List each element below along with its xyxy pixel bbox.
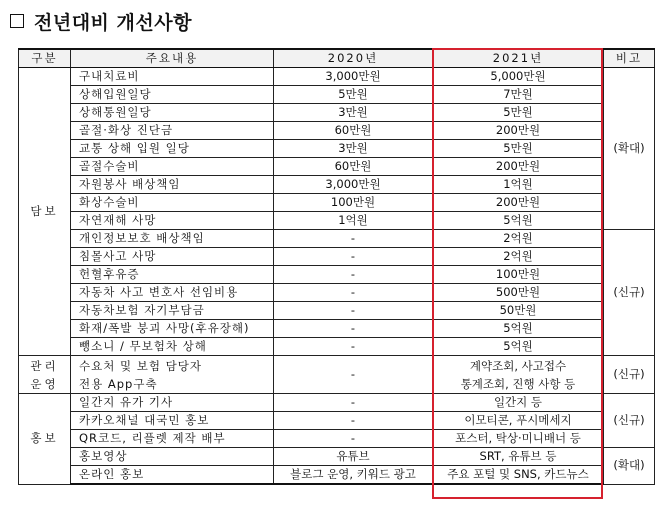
- header-note: 비고: [604, 49, 655, 68]
- group-promotion: 홍보: [19, 394, 71, 485]
- table-row: [19, 140, 655, 158]
- row-2021: 1억원: [433, 176, 604, 194]
- row-item: 골절수술비: [71, 158, 274, 176]
- table-row: [19, 158, 655, 176]
- row-2021: 2억원: [433, 248, 604, 266]
- row-2021: 100만원: [433, 266, 604, 284]
- row-2021: 5,000만원: [433, 68, 604, 86]
- row-2021: 5억원: [433, 212, 604, 230]
- row-item: 일간지 유가 기사: [71, 394, 274, 412]
- table-row: [19, 212, 655, 230]
- table-row: [19, 338, 655, 356]
- row-item: 자동차보험 자기부담금: [71, 302, 274, 320]
- row-item: 자연재해 사망: [71, 212, 274, 230]
- table-row: [19, 194, 655, 212]
- header-2021: 2021년: [433, 49, 604, 68]
- title-bar: [10, 6, 192, 36]
- row-2020: 100만원: [274, 194, 433, 212]
- note-expand: (확대): [604, 448, 655, 485]
- note-new: (신규): [604, 394, 655, 448]
- table-row: [19, 302, 655, 320]
- row-item: 개인정보보호 배상책임: [71, 230, 274, 248]
- table-row: [19, 86, 655, 104]
- row-2020: -: [274, 230, 433, 248]
- row-item: 상해입원일당: [71, 86, 274, 104]
- row-item: 상해통원일당: [71, 104, 274, 122]
- table-row: [19, 266, 655, 284]
- row-item: 골절·화상 진단금: [71, 122, 274, 140]
- row-item: QR코드, 리플렛 제작 배부: [71, 430, 274, 448]
- note-new: (신규): [604, 356, 655, 394]
- row-2020: -: [274, 248, 433, 266]
- row-2020: 3만원: [274, 104, 433, 122]
- table-row: [19, 248, 655, 266]
- row-2021: 500만원: [433, 284, 604, 302]
- row-item: 자원봉사 배상책임: [71, 176, 274, 194]
- table-row: [19, 320, 655, 338]
- row-2021: 200만원: [433, 194, 604, 212]
- row-2021: 포스터, 탁상·미니배너 등: [433, 430, 604, 448]
- header-2020: 2020년: [274, 49, 433, 68]
- row-item: 온라인 홍보: [71, 466, 274, 485]
- group-management: 관리 운영: [19, 356, 71, 394]
- row-2021: 이모티콘, 푸시메세지: [433, 412, 604, 430]
- row-item: 교통 상해 입원 일당: [71, 140, 274, 158]
- row-2020: -: [274, 284, 433, 302]
- row-item: 구내치료비: [71, 68, 274, 86]
- header-content: 주요내용: [71, 49, 274, 68]
- table-row: [19, 176, 655, 194]
- row-2021: 5억원: [433, 338, 604, 356]
- table-row: [19, 448, 655, 466]
- row-2020: -: [274, 412, 433, 430]
- row-2021: 5만원: [433, 104, 604, 122]
- row-2021: 50만원: [433, 302, 604, 320]
- improvements-table: [18, 48, 655, 485]
- table-row: [19, 104, 655, 122]
- row-item: 화재/폭발 붕괴 사망(후유장해): [71, 320, 274, 338]
- row-2020: 1억원: [274, 212, 433, 230]
- row-2021: 일간지 등: [433, 394, 604, 412]
- row-2021: 주요 포털 및 SNS, 카드뉴스: [433, 466, 604, 485]
- row-item: 화상수술비: [71, 194, 274, 212]
- row-2020: 유튜브: [274, 448, 433, 466]
- row-2020: -: [274, 266, 433, 284]
- row-2020: 60만원: [274, 122, 433, 140]
- header-category: 구분: [19, 49, 71, 68]
- row-item: 침몰사고 사망: [71, 248, 274, 266]
- row-2021: 2억원: [433, 230, 604, 248]
- table-row: [19, 230, 655, 248]
- row-2020: -: [274, 302, 433, 320]
- row-2020: -: [274, 394, 433, 412]
- row-2020: 3,000만원: [274, 68, 433, 86]
- row-2020: -: [274, 430, 433, 448]
- row-item: 카카오채널 대국민 홍보: [71, 412, 274, 430]
- row-2020: -: [274, 320, 433, 338]
- row-2021: 200만원: [433, 158, 604, 176]
- row-item: 홍보영상: [71, 448, 274, 466]
- row-item: 자동차 사고 변호사 선임비용: [71, 284, 274, 302]
- group-coverage: 담보: [19, 68, 71, 356]
- page-title: 전년대비 개선사항: [34, 11, 192, 34]
- table-header-row: [19, 49, 655, 68]
- row-2020: 5만원: [274, 86, 433, 104]
- row-2021: SRT, 유튜브 등: [433, 448, 604, 466]
- row-2020: -: [274, 338, 433, 356]
- row-item: 뺑소니 / 무보험차 상해: [71, 338, 274, 356]
- row-2021: 5만원: [433, 140, 604, 158]
- table-row: [19, 122, 655, 140]
- table-row: [19, 394, 655, 412]
- row-item: 헌혈후유증: [71, 266, 274, 284]
- table-row: [19, 68, 655, 86]
- row-2020: 60만원: [274, 158, 433, 176]
- note-new: (신규): [604, 230, 655, 356]
- table-row: [19, 430, 655, 448]
- row-2021: 5억원: [433, 320, 604, 338]
- row-2020: 3만원: [274, 140, 433, 158]
- row-2020: 3,000만원: [274, 176, 433, 194]
- row-item: 수요처 및 보험 담당자 전용 App구축: [71, 356, 274, 394]
- note-expand: (확대): [604, 68, 655, 230]
- table-row: [19, 356, 655, 394]
- checkbox-square-icon: [10, 14, 24, 28]
- table-row: [19, 466, 655, 485]
- table-row: [19, 284, 655, 302]
- row-2020: 블로그 운영, 키워드 광고: [274, 466, 433, 485]
- row-2021: 계약조회, 사고접수 통계조회, 진행 사항 등: [433, 356, 604, 394]
- row-2021: 7만원: [433, 86, 604, 104]
- row-2021: 200만원: [433, 122, 604, 140]
- row-2020: -: [274, 356, 433, 394]
- table-row: [19, 412, 655, 430]
